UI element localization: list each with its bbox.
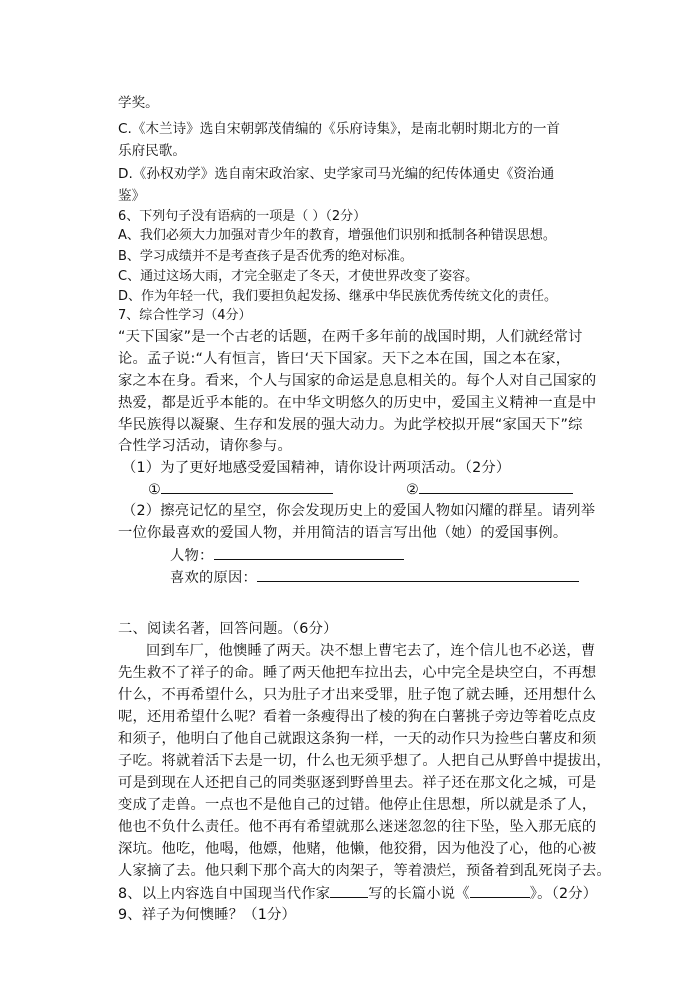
reason-blank[interactable]: [257, 567, 579, 582]
q6-option-a: A、我们必须大力加强对青少年的教育，增强他们识别和抵制各种错误思想。: [118, 228, 556, 243]
answer-blank-2[interactable]: [419, 479, 573, 494]
q7-passage-line: 合性学习活动，请你参与。: [118, 438, 292, 454]
section2-passage-line: 呢，还用希望什么呢？看着一条瘦得出了棱的狗在白薯挑子旁边等着吃点皮: [118, 709, 597, 725]
q7-sub1: （1）为了更好地感受爱国精神，请你设计两项活动。（2分）: [122, 460, 511, 476]
q7-answer-line-1[interactable]: [148, 479, 333, 500]
section2-passage-line: 先生救不了祥子的命。睡了两天他把车拉出去，心中完全是块空白，不再想: [118, 665, 597, 681]
section2-passage-line: 回到车厂，他懊睡了两天。决不想上曹宅去了，连个信儿也不必送，曹: [146, 643, 596, 659]
section2-passage-line: 他也不负什么责任。他不再有希望就那么迷迷忽忽的往下坠，坠入那无底的: [118, 819, 597, 835]
reason-field[interactable]: [170, 567, 579, 588]
section2-passage-line: 变成了走兽。一点也不是他自己的过错。他停止住思想，所以就是杀了人，: [118, 797, 597, 813]
q9-line: 9、祥子为何懊睡？（1分）: [118, 907, 297, 923]
q7-passage-line: “天下国家”是一个古老的话题，在两千多年前的战国时期，人们就经常讨: [118, 329, 583, 345]
section2-passage-line: 和须子，他明白了他自己就跟这条狗一样，一天的动作只为捡些白薯皮和须: [118, 731, 597, 747]
q8-text-c: 》。（2分）: [529, 886, 598, 902]
person-field[interactable]: [170, 545, 404, 566]
title-blank[interactable]: [470, 883, 530, 898]
q7-passage-line: 热爱，都是近乎本能的。在中华文明悠久的历史中，爱国主义精神一直是中: [118, 395, 597, 411]
person-label: 人物：: [170, 548, 214, 564]
reason-label: 喜欢的原因：: [170, 570, 257, 586]
answer-blank-1[interactable]: [161, 479, 333, 494]
q5-tail: 学奖。: [118, 95, 159, 111]
q8-text-b: 写的长篇小说《: [368, 886, 470, 902]
q5-option-d-line2: 鉴》: [118, 188, 146, 204]
answer-mark-2: ②: [406, 482, 420, 498]
q7-answer-line-2[interactable]: [406, 479, 573, 500]
q5-option-c-line1: C.《木兰诗》选自宋朝郭茂倩编的《乐府诗集》，是南北朝时期北方的一首: [118, 121, 561, 137]
q5-option-c-line2: 乐府民歌。: [118, 143, 186, 159]
section2-passage-line: 可是到现在人还把自己的同类驱逐到野兽里去。祥子还在那文化之城，可是: [118, 775, 597, 791]
q8-line[interactable]: [118, 883, 597, 904]
section2-passage-line: 什么，不再希望什么，只为肚子才出来受罪，肚子饱了就去睡，还用想什么: [118, 687, 597, 703]
answer-mark-1: ①: [148, 482, 162, 498]
q7-sub2-line1: （2）擦亮记忆的星空，你会发现历史上的爱国人物如闪耀的群星。请列举: [122, 503, 596, 519]
author-blank[interactable]: [330, 883, 368, 898]
section2-passage-line: 人家摘了去。他只剩下那个高大的肉架子，等着溃烂，预备着到乱死岗子去。: [118, 863, 611, 879]
q5-option-d-line1: D.《孙权劝学》选自南宋政治家、史学家司马光编的纪传体通史《资治通: [118, 166, 555, 182]
section2-heading: 二、阅读名著，回答问题。（6分）: [118, 621, 338, 637]
section2-passage-line: 子吃。将就着活下去是一切，什么也无须乎想了。人把自己从野兽中提拔出，: [118, 753, 611, 769]
q6-option-b: B、学习成绩并不是考查孩子是否优秀的绝对标准。: [118, 249, 413, 264]
person-blank[interactable]: [214, 545, 404, 560]
q8-text-a: 8、以上内容选自中国现当代作家: [118, 886, 331, 902]
q6-stem: 6、下列句子没有语病的一项是（ ）（2分）: [118, 209, 367, 224]
q6-option-d: D、作为年轻一代，我们要担负起发扬、继承中华民族优秀传统文化的责任。: [118, 289, 558, 304]
q7-sub2-line2: 一位你最喜欢的爱国人物，并用简洁的语言写出他（她）的爱国事例。: [118, 525, 568, 541]
q7-passage-line: 华民族得以凝聚、生存和发展的强大动力。为此学校拟开展“家国天下”综: [118, 417, 583, 433]
q6-option-c: C、通过这场大雨，才完全驱走了冬天，才使世界改变了姿容。: [118, 269, 479, 284]
q7-passage-line: 论。孟子说:“人有恒言，皆曰‘天下国家。天下之本在国，国之本在家，: [118, 351, 571, 367]
section2-passage-line: 深坑。他吃，他喝，他嫖，他赌，他懒，他狡猾，因为他没了心，他的心被: [118, 841, 597, 857]
q7-passage-line: 家之本在身。看来，个人与国家的命运是息息相关的。每个人对自己国家的: [118, 373, 597, 389]
q7-stem: 7、综合性学习（4分）: [118, 308, 252, 323]
